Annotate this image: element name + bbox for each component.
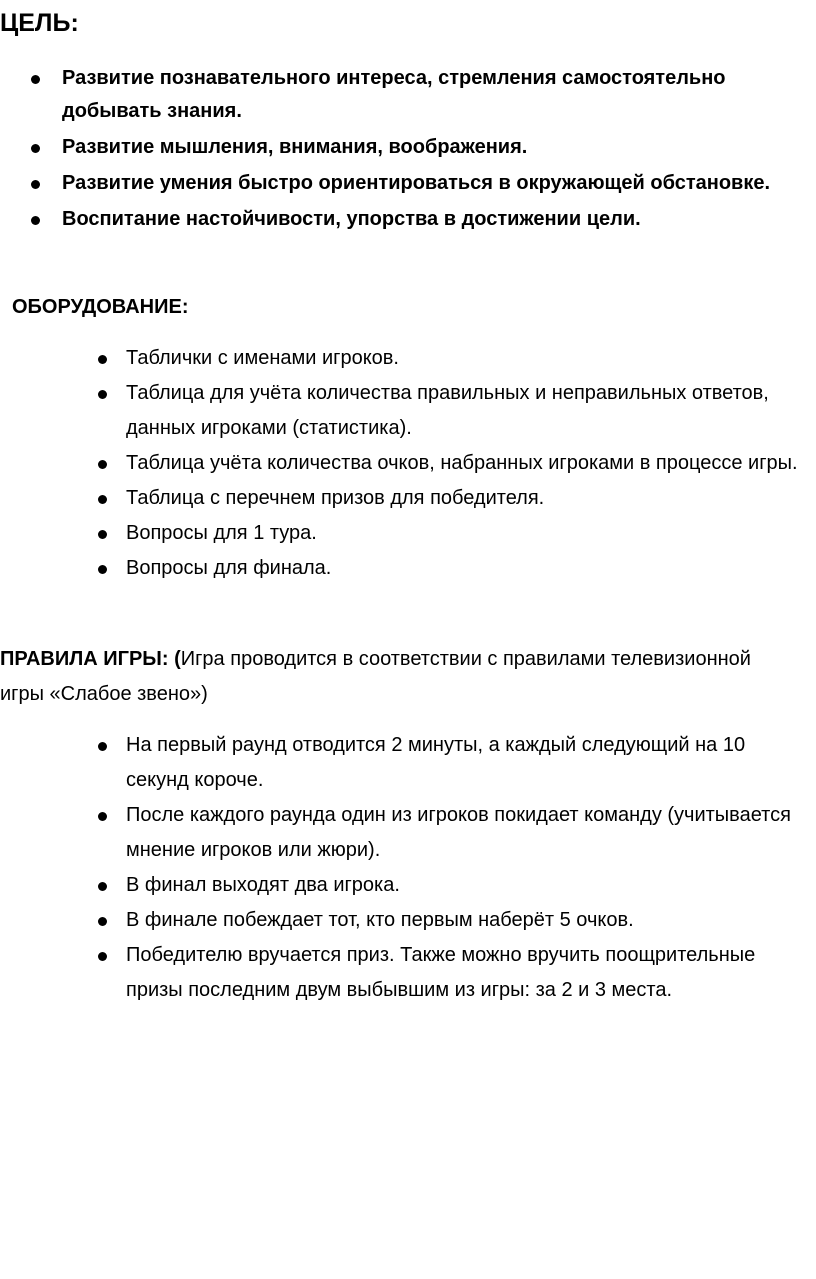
equipment-item-text: Вопросы для 1 тура.: [126, 522, 317, 544]
bullet-icon: [31, 144, 40, 153]
list-item: [126, 938, 811, 1008]
goal-item-text: Развитие мышления, внимания, воображения.: [62, 136, 528, 158]
goal-item-text: Развитие умения быстро ориентироваться в окружающей обстановке.: [62, 172, 771, 194]
equipment-item-text: Вопросы для финала.: [126, 557, 332, 579]
equipment-heading: ОБОРУДОВАНИЕ:: [12, 296, 189, 318]
list-item: [126, 481, 811, 516]
goal-item-text: Развитие познавательного интереса, стремления самостоятельно добывать знания.: [62, 67, 726, 122]
bullet-icon: [98, 812, 107, 821]
list-item: [126, 376, 811, 446]
list-item: [126, 728, 811, 798]
bullet-icon: [98, 742, 107, 751]
list-item: [126, 798, 811, 868]
list-item: [62, 131, 812, 164]
list-item: [126, 446, 811, 481]
equipment-item-text: Таблица с перечнем призов для победителя.: [126, 487, 545, 509]
bullet-icon: [98, 460, 107, 469]
list-item: [126, 516, 811, 551]
goal-heading: ЦЕЛЬ:: [0, 9, 79, 37]
rules-item-text: После каждого раунда один из игроков покидает команду (учитывается мнение игроков или жюри).: [126, 804, 791, 861]
list-item: [62, 167, 812, 200]
list-item: [126, 903, 811, 938]
rules-list: [126, 728, 811, 1008]
rules-heading: ПРАВИЛА ИГРЫ: (: [0, 648, 181, 670]
rules-item-text: На первый раунд отводится 2 минуты, а каждый следующий на 10 секунд короче.: [126, 734, 746, 791]
rules-item-text: В финал выходят два игрока.: [126, 874, 400, 896]
list-item: [126, 341, 811, 376]
list-item: [62, 203, 812, 236]
equipment-list: [126, 341, 811, 586]
rules-item-text: Победителю вручается приз. Также можно вручить поощрительные призы последним двум выбывшим из игры: за 2 и 3 места.: [126, 944, 756, 1001]
bullet-icon: [31, 180, 40, 189]
bullet-icon: [98, 952, 107, 961]
list-item: [62, 62, 812, 128]
bullet-icon: [98, 390, 107, 399]
goal-list: [62, 62, 812, 239]
rules-intro-text: Игра проводится в соответствии с правилами телевизионной игры «Слабое звено»): [0, 648, 751, 705]
bullet-icon: [98, 882, 107, 891]
bullet-icon: [98, 495, 107, 504]
equipment-item-text: Таблички с именами игроков.: [126, 347, 399, 369]
rules-item-text: В финале побеждает тот, кто первым наберёт 5 очков.: [126, 909, 634, 931]
bullet-icon: [98, 530, 107, 539]
list-item: [126, 551, 811, 586]
goal-item-text: Воспитание настойчивости, упорства в достижении цели.: [62, 208, 641, 230]
bullet-icon: [98, 565, 107, 574]
equipment-item-text: Таблица учёта количества очков, набранных игроками в процессе игры.: [126, 452, 798, 474]
rules-intro: [0, 642, 800, 712]
bullet-icon: [31, 75, 40, 84]
bullet-icon: [31, 216, 40, 225]
bullet-icon: [98, 917, 107, 926]
equipment-item-text: Таблица для учёта количества правильных и неправильных ответов, данных игроками (статистика).: [126, 382, 769, 439]
bullet-icon: [98, 355, 107, 364]
list-item: [126, 868, 811, 903]
